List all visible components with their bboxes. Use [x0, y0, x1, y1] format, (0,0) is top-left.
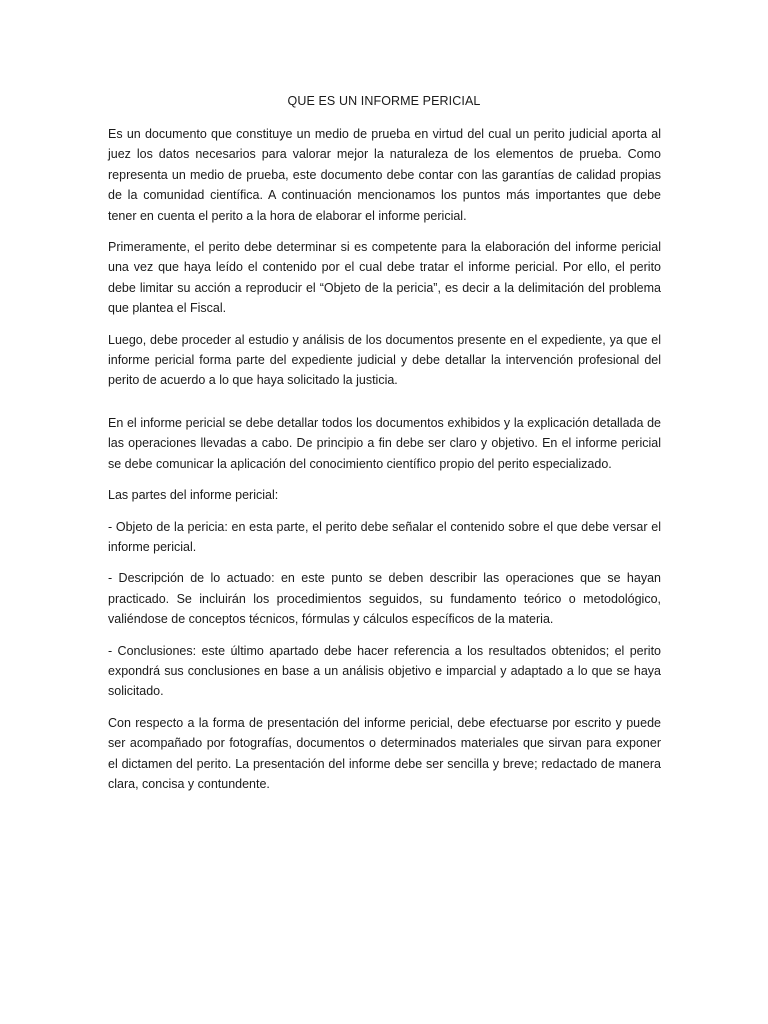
part-conclusiones: - Conclusiones: este último apartado debe hacer referencia a los resultados obtenidos; el perito expondrá sus conclusiones en base a un análisis objetivo e imparcial y adaptado a lo que se haya solicitado.: [108, 643, 661, 699]
paragraph-presentation: Con respecto a la forma de presentación del informe pericial, debe efectuarse por escrito y puede ser acompañado por fotografías, documentos o determinados materiales que sirvan para exponer el dictamen del perito. La presentación del informe debe ser sencilla y breve; redactado de manera clara, concisa y contundente.: [108, 715, 661, 791]
paragraph-definition: Es un documento que constituye un medio de prueba en virtud del cual un perito judicial aporta al juez los datos necesarios para valorar mejor la naturaleza de los elementos de prueba. Como representa un medio de prueba, este documento debe contar con las garantías de calidad propias de la comunidad científica. A continuación mencionamos los puntos más importantes que debe tener en cuenta el perito a la hora de elaborar el informe pericial.: [108, 127, 661, 223]
paragraph-study: Luego, debe proceder al estudio y análisis de los documentos presente en el expediente, ya que el informe pericial forma parte del expediente judicial y debe detallar la intervención profesional del perito de acuerdo a lo que haya solicitado la justicia.: [108, 332, 661, 388]
paragraph-detail: En el informe pericial se debe detallar todos los documentos exhibidos y la explicación detallada de las operaciones llevadas a cabo. De principio a fin debe ser claro y objetivo. En el informe pericial se debe comunicar la aplicación del conocimiento científico propio del perito especializado.: [108, 415, 661, 471]
document-title: QUE ES UN INFORME PERICIAL: [287, 94, 481, 108]
parts-heading: Las partes del informe pericial:: [108, 488, 279, 503]
document-body: [108, 124, 661, 805]
part-objeto: - Objeto de la pericia: en esta parte, el perito debe señalar el contenido sobre el que debe versar el informe pericial.: [108, 519, 661, 554]
part-descripcion: - Descripción de lo actuado: en este punto se deben describir las operaciones que se hayan practicado. Se incluirán los procedimientos seguidos, su fundamento teórico o metodológico, valiéndose de conceptos técnicos, fórmulas y cálculos específicos de la materia.: [108, 571, 661, 627]
paragraph-competence: Primeramente, el perito debe determinar si es competente para la elaboración del informe pericial una vez que haya leído el contenido por el cual debe tratar el informe pericial. Por ello, el perito debe limitar su acción a reproducir el “Objeto de la pericia”, es decir a la delimitación del problema que plantea el Fiscal.: [108, 240, 661, 316]
